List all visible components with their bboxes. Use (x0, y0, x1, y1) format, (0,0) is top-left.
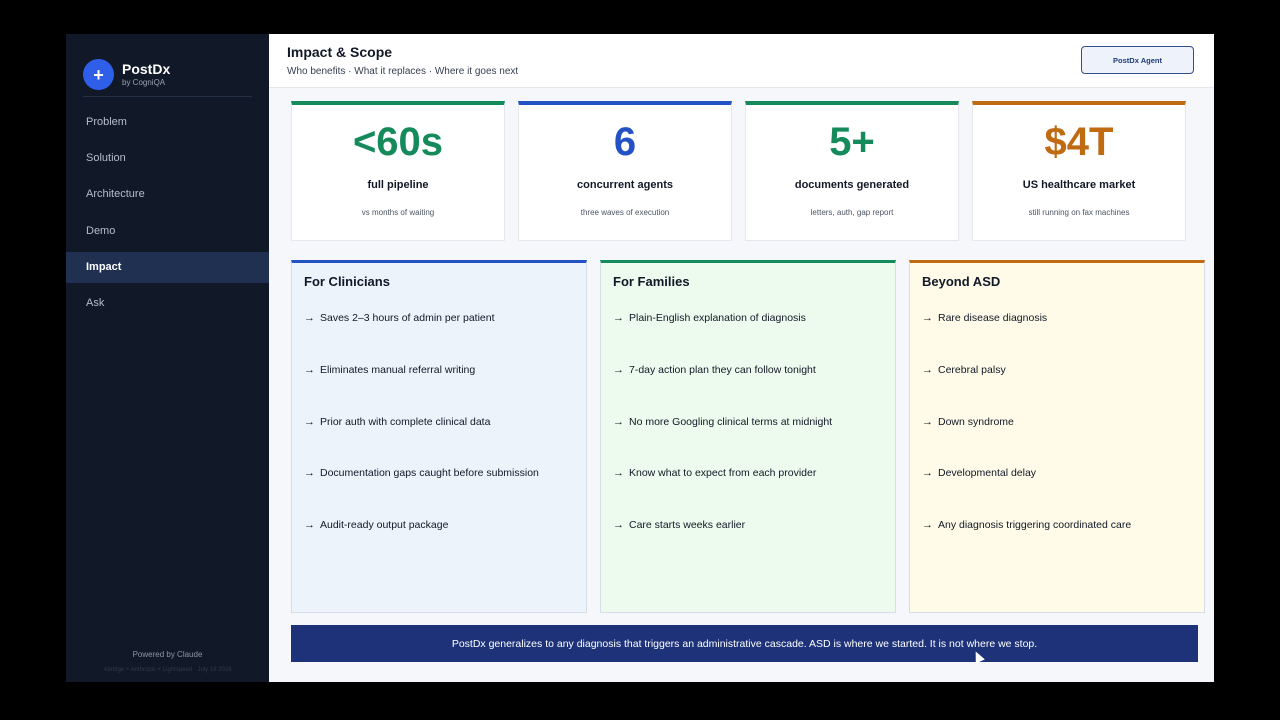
arrow-right-icon: → (304, 519, 315, 532)
arrow-right-icon: → (922, 519, 933, 532)
benefit-card-beyond-asd (909, 260, 1205, 613)
app-window (66, 34, 1214, 682)
list-item-text: Plain-English explanation of diagnosis (629, 312, 806, 324)
list-item (613, 414, 895, 430)
list-item-text: Audit-ready output package (320, 519, 449, 532)
sidebar (66, 34, 269, 682)
list-item-text: Care starts weeks earlier (629, 519, 746, 532)
closing-banner: PostDx generalizes to any diagnosis that triggers an administrative cascade. ASD is where we started. It is not where we stop. (291, 625, 1198, 662)
page-title: Impact & Scope (287, 44, 393, 60)
list-item (304, 362, 586, 378)
list-item (613, 465, 895, 481)
sidebar-item-impact[interactable]: Impact (66, 252, 269, 283)
benefit-card-for-clinicians (291, 260, 587, 613)
card-list (613, 310, 895, 533)
card-title: For Families (613, 274, 690, 289)
stat-description: letters, auth, gap report (810, 208, 894, 217)
arrow-right-icon: → (613, 415, 624, 428)
list-item-text: Down syndrome (938, 415, 1014, 428)
plus-logo-icon: + (83, 59, 114, 90)
stats-row (291, 101, 1186, 241)
stat-card (518, 101, 732, 241)
main-content (269, 34, 1214, 682)
arrow-right-icon: → (922, 415, 933, 428)
list-item (613, 517, 895, 533)
list-item-text: Know what to expect from each provider (629, 467, 817, 480)
sidebar-item-solution[interactable]: Solution (86, 151, 126, 164)
card-title: Beyond ASD (922, 274, 1001, 289)
arrow-right-icon: → (922, 363, 933, 376)
stat-card (745, 101, 959, 241)
arrow-right-icon: → (613, 467, 624, 480)
app-name: PostDx (122, 60, 171, 77)
arrow-right-icon: → (613, 312, 624, 324)
list-item-text: Documentation gaps caught before submission (320, 467, 539, 480)
list-item-text: Cerebral palsy (938, 363, 1006, 376)
list-item-text: Rare disease diagnosis (938, 312, 1048, 324)
card-list (304, 310, 586, 533)
stat-value: $4T (1044, 120, 1114, 164)
list-item-text: Saves 2–3 hours of admin per patient (320, 312, 495, 324)
sidebar-item-architecture[interactable]: Architecture (86, 188, 145, 201)
arrow-right-icon: → (304, 363, 315, 376)
footnote: Abridge × Anthropic × Lightspeed · July 18 2026 (103, 667, 232, 673)
list-item (922, 310, 1204, 326)
stat-description: three waves of execution (580, 208, 670, 217)
list-item (304, 517, 586, 533)
stat-description: vs months of waiting (361, 208, 435, 217)
list-item-text: Prior auth with complete clinical data (320, 415, 491, 428)
stat-card (972, 101, 1186, 241)
stat-label: full pipeline (367, 179, 429, 191)
app-byline: by CogniQA (122, 77, 166, 87)
list-item (304, 465, 586, 481)
list-item (613, 310, 895, 326)
arrow-right-icon: → (922, 312, 933, 324)
list-item (304, 414, 586, 430)
sidebar-nav (66, 106, 269, 319)
list-item (304, 310, 586, 326)
arrow-right-icon: → (304, 467, 315, 480)
arrow-right-icon: → (304, 312, 315, 324)
arrow-right-icon: → (304, 415, 315, 428)
list-item (613, 362, 895, 378)
stat-description: still running on fax machines (1028, 208, 1130, 217)
cards-row (291, 260, 1205, 613)
list-item-text: 7-day action plan they can follow tonight (629, 363, 816, 376)
card-list (922, 310, 1204, 533)
arrow-right-icon: → (922, 467, 933, 480)
arrow-right-icon: → (613, 519, 624, 532)
postdx-agent-button[interactable]: PostDx Agent (1081, 46, 1194, 74)
brand (66, 34, 269, 96)
stat-value: 5+ (829, 120, 875, 164)
powered-by: Powered by Claude (132, 650, 203, 659)
stat-label: documents generated (794, 179, 910, 191)
list-item (922, 362, 1204, 378)
benefit-card-for-families (600, 260, 896, 613)
page-header (269, 34, 1214, 88)
list-item-text: Any diagnosis triggering coordinated care (938, 519, 1132, 532)
card-title: For Clinicians (304, 274, 390, 289)
list-item (922, 465, 1204, 481)
stat-card (291, 101, 505, 241)
list-item-text: Eliminates manual referral writing (320, 363, 476, 376)
list-item-text: Developmental delay (938, 467, 1037, 480)
divider (83, 96, 252, 97)
stat-value: 6 (613, 120, 637, 164)
sidebar-item-demo[interactable]: Demo (86, 224, 116, 237)
sidebar-item-problem[interactable]: Problem (86, 115, 127, 128)
stat-label: concurrent agents (577, 179, 673, 191)
list-item (922, 414, 1204, 430)
sidebar-item-ask[interactable]: Ask (86, 297, 105, 310)
arrow-right-icon: → (613, 363, 624, 376)
list-item (922, 517, 1204, 533)
stat-label: US healthcare market (1022, 179, 1136, 191)
page-subtitle: Who benefits · What it replaces · Where it goes next (287, 66, 519, 77)
stat-value: <60s (352, 120, 444, 164)
list-item-text: No more Googling clinical terms at midnight (629, 415, 833, 428)
